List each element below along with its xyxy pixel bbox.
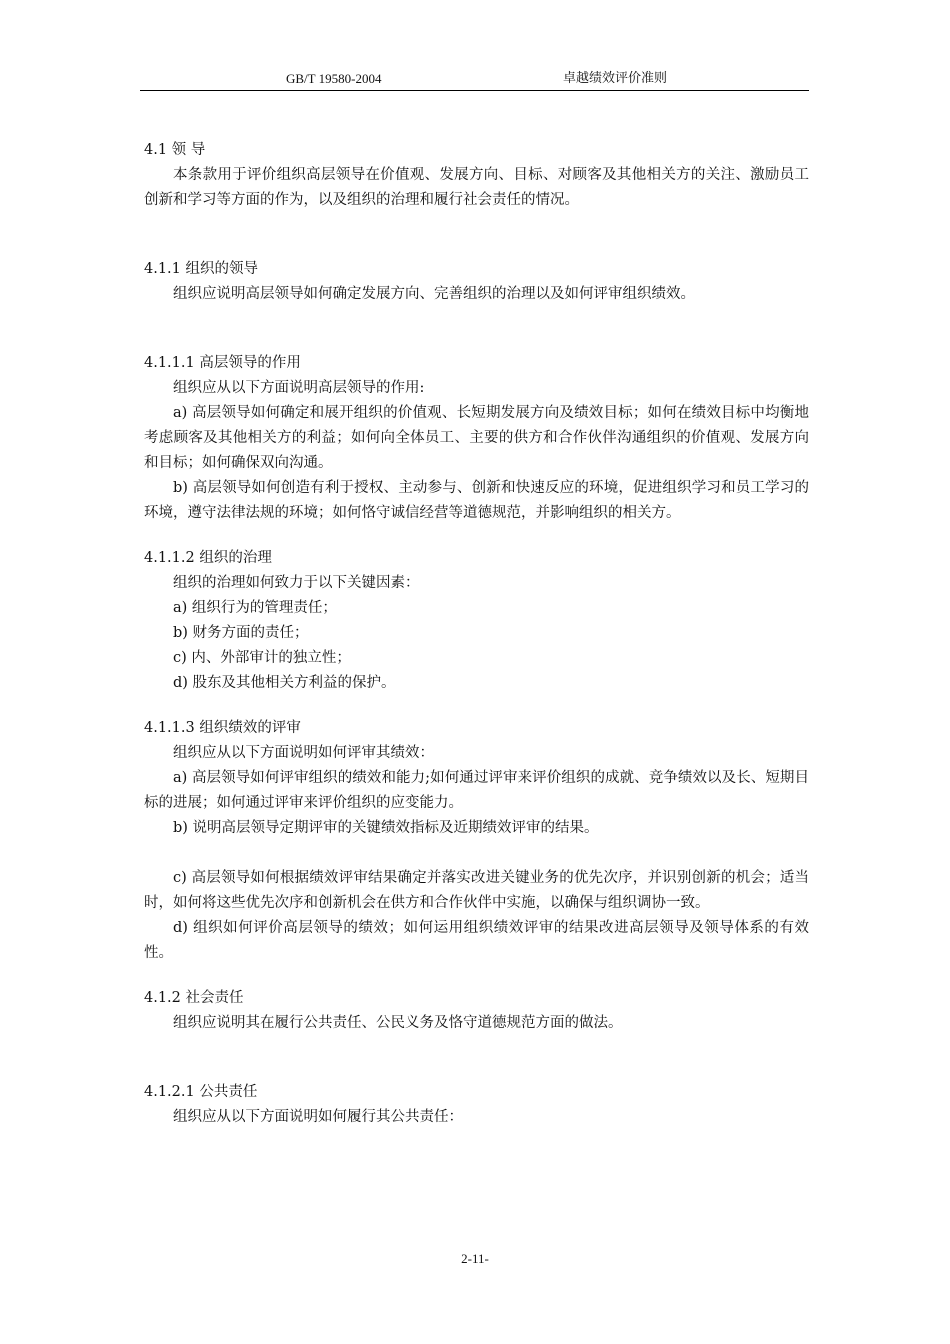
section-4-1-2-1-intro: 组织应从以下方面说明如何履行其公共责任： — [173, 1109, 463, 1125]
section-heading-4-1-1: 4.1.1 组织的领导 — [144, 261, 259, 277]
list-item-b: b) 说明高层领导定期评审的关键绩效指标及近期绩效评审的结果。 — [173, 820, 599, 836]
page-number: 2-11- — [461, 1251, 489, 1266]
list-item-a: a) 组织行为的管理责任； — [173, 600, 337, 616]
section-heading-4-1-1-1: 4.1.1.1 高层领导的作用 — [144, 355, 301, 371]
section-4-1-1-2-intro: 组织的治理如何致力于以下关键因素： — [173, 575, 420, 591]
section-4-1-1-1-intro: 组织应从以下方面说明高层领导的作用: — [173, 380, 425, 396]
list-item-b: b) 高层领导如何创造有利于授权、主动参与、创新和快速反应的环境，促进组织学习和员工学习的环境，遵守法律法规的环境；如何恪守诚信经营等道德规范，并影响组织的相关方。 — [144, 480, 809, 521]
header-document-title: 卓越绩效评价准则 — [563, 71, 668, 86]
section-4-1-body: 本条款用于评价组织高层领导在价值观、发展方向、目标、对顾客及其他相关方的关注、激励员工创新和学习等方面的作为，以及组织的治理和履行社会责任的情况。 — [144, 167, 809, 208]
section-heading-4-1-2-1: 4.1.2.1 公共责任 — [144, 1084, 258, 1100]
page-header — [140, 70, 809, 91]
list-item-d: d) 股东及其他相关方利益的保护。 — [173, 675, 396, 691]
document-body — [144, 138, 809, 1130]
list-item-b: b) 财务方面的责任； — [173, 625, 309, 641]
section-heading-4-1-1-2: 4.1.1.2 组织的治理 — [144, 550, 272, 566]
list-item-d: d) 组织如何评价高层领导的绩效；如何运用组织绩效评审的结果改进高层领导及领导体系的有效性。 — [144, 920, 809, 961]
section-4-1-1-3-intro: 组织应从以下方面说明如何评审其绩效： — [173, 745, 434, 761]
section-4-1-1-body: 组织应说明高层领导如何确定发展方向、完善组织的治理以及如何评审组织绩效。 — [173, 286, 695, 302]
header-standard-number: GB/T 19580-2004 — [286, 71, 382, 86]
section-heading-4-1: 4.1 领 导 — [144, 142, 206, 158]
section-heading-4-1-2: 4.1.2 社会责任 — [144, 990, 244, 1006]
list-item-a: a) 高层领导如何确定和展开组织的价值观、长短期发展方向及绩效目标；如何在绩效目标中均衡地考虑顾客及其他相关方的利益；如何向全体员工、主要的供方和合作伙伴沟通组织的价值观、发展方向和目标；如何确保双向沟通。 — [144, 405, 809, 471]
section-heading-4-1-1-3: 4.1.1.3 组织绩效的评审 — [144, 720, 301, 736]
list-item-c: c) 高层领导如何根据绩效评审结果确定并落实改进关键业务的优先次序，并识别创新的机会；适当时，如何将这些优先次序和创新机会在供方和合作伙伴中实施，以确保与组织调协一致。 — [144, 870, 809, 911]
section-4-1-2-body: 组织应说明其在履行公共责任、公民义务及恪守道德规范方面的做法。 — [173, 1015, 623, 1031]
list-item-c: c) 内、外部审计的独立性； — [173, 650, 351, 666]
list-item-a: a) 高层领导如何评审组织的绩效和能力;如何通过评审来评价组织的成就、竞争绩效以及长、短期目标的进展；如何通过评审来评价组织的应变能力。 — [144, 770, 809, 811]
